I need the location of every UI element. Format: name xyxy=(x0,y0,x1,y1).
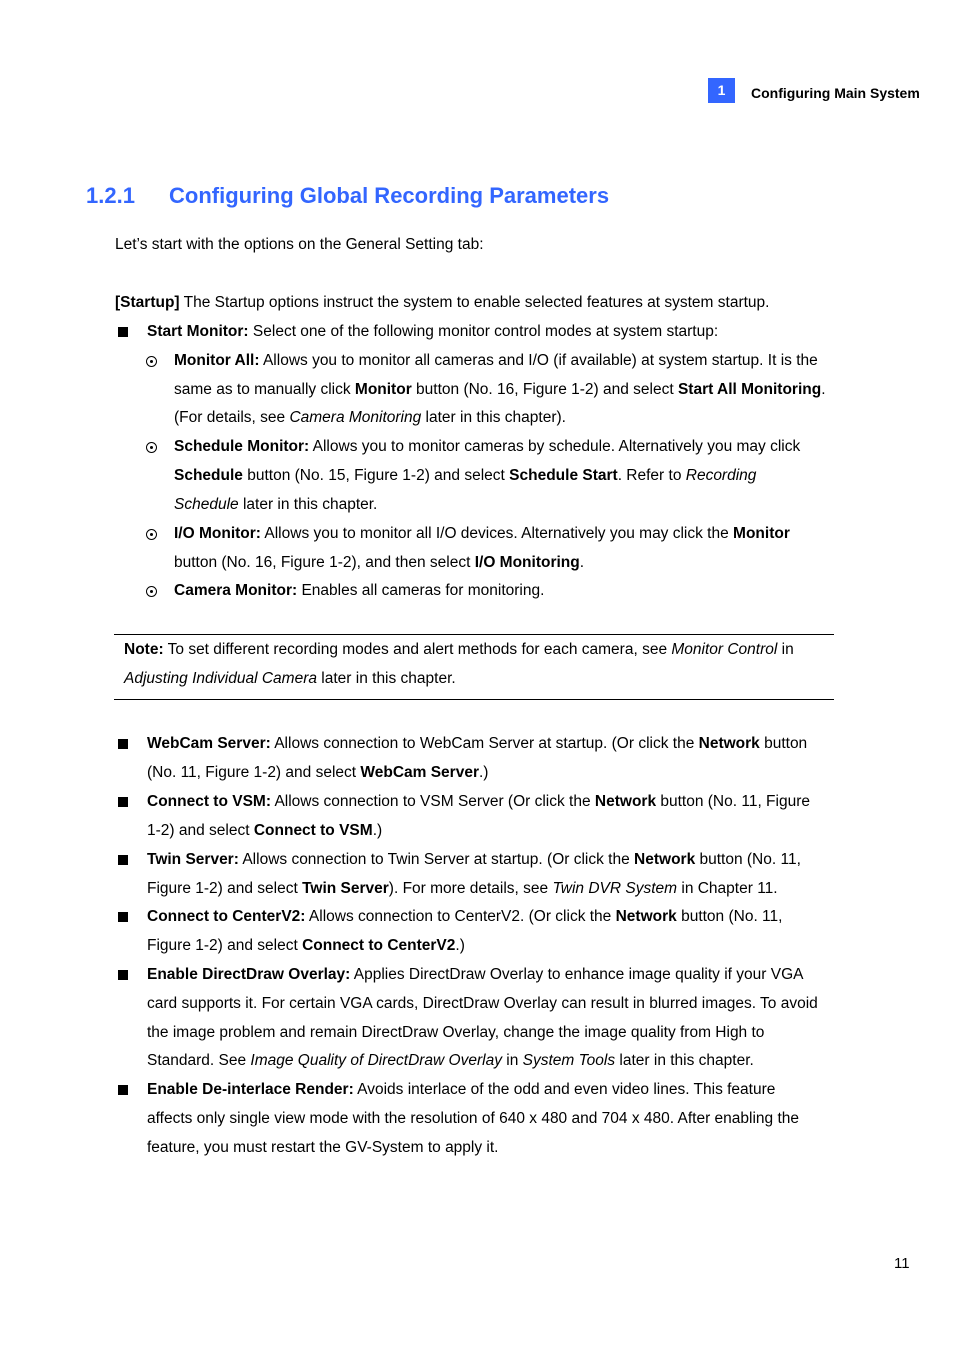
centerv2-label: Connect to CenterV2: xyxy=(147,908,306,925)
startup-label: [Startup] xyxy=(115,294,180,311)
monitor-all-text: Allows you to monitor all cameras and I/O (if available) at system startup. It is the xyxy=(259,352,818,369)
text-span: button (No. 11, xyxy=(695,851,801,868)
text-span: Applies DirectDraw Overlay to enhance image quality if your VGA xyxy=(350,966,804,983)
note-label: Note: xyxy=(124,641,164,658)
start-monitor-label: Start Monitor: xyxy=(147,323,249,340)
webcam-label: WebCam Server: xyxy=(147,735,271,752)
square-bullet-icon xyxy=(118,739,128,749)
italic-span: Camera Monitoring xyxy=(289,409,422,426)
twin-label: Twin Server: xyxy=(147,851,239,868)
vsm-line-2 xyxy=(147,821,382,841)
italic-span: Twin DVR System xyxy=(552,880,678,897)
text-span: Allows connection to VSM Server (Or click the xyxy=(271,793,595,810)
text-span: Figure 1-2) and select xyxy=(147,937,303,954)
chapter-title: Configuring Main System xyxy=(751,85,920,101)
circle-bullet-icon xyxy=(146,529,157,540)
text-span: Allows you to monitor all I/O devices. Alternatively you may click the xyxy=(260,525,734,542)
text-span: ). For more details, see xyxy=(388,880,553,897)
directdraw-label: Enable DirectDraw Overlay: xyxy=(147,966,351,983)
chapter-number-badge: 1 xyxy=(708,78,735,103)
monitor-all-line-1 xyxy=(174,351,818,371)
section-number: 1.2.1 xyxy=(86,183,135,208)
bold-span: Network xyxy=(634,851,696,868)
square-bullet-icon xyxy=(118,1085,128,1095)
directdraw-line-4 xyxy=(147,1051,754,1071)
schedule-monitor-line-3 xyxy=(174,495,377,515)
text-span: . xyxy=(821,381,826,398)
italic-span: Image Quality of DirectDraw Overlay xyxy=(250,1052,502,1069)
text-span: in xyxy=(501,1052,523,1069)
section-title: Configuring Global Recording Parameters xyxy=(169,183,610,208)
bold-span: Monitor xyxy=(733,525,790,542)
text-span: .) xyxy=(455,937,465,954)
page-number: 11 xyxy=(894,1255,910,1272)
bold-span: Schedule Start xyxy=(509,467,618,484)
text-span: . xyxy=(579,554,585,571)
start-monitor-item xyxy=(147,322,718,342)
directdraw-line-1 xyxy=(147,965,803,985)
text-span: later in this chapter). xyxy=(421,409,566,426)
circle-bullet-icon xyxy=(146,586,157,597)
text-span: Allows connection to WebCam Server at startup. (Or click the xyxy=(270,735,699,752)
bold-span: Network xyxy=(594,793,657,810)
text-span: later in this chapter. xyxy=(238,496,378,513)
vsm-line-1 xyxy=(147,792,810,812)
schedule-monitor-label: Schedule Monitor: xyxy=(174,438,310,455)
bold-span: Start All Monitoring xyxy=(677,381,822,398)
text-span: Allows connection to Twin Server at startup. (Or click the xyxy=(238,851,635,868)
start-monitor-text: Select one of the following monitor control modes at system startup: xyxy=(248,323,719,340)
italic-span: Adjusting Individual Camera xyxy=(124,670,317,687)
centerv2-line-2 xyxy=(147,936,465,956)
text-span: .) xyxy=(372,822,383,839)
text-span: in xyxy=(777,641,794,658)
monitor-all-label: Monitor All: xyxy=(174,352,260,369)
circle-bullet-icon xyxy=(146,356,157,367)
webcam-line-2 xyxy=(147,763,488,783)
italic-span: Monitor Control xyxy=(671,641,778,658)
monitor-all-line-2 xyxy=(174,380,826,400)
text-span: Allows you to monitor cameras by schedule. Alternatively you may click xyxy=(309,438,801,455)
deinterlace-line-2: affects only single view mode with the resolution of 640 x 480 and 704 x 480. After enabling the xyxy=(147,1110,799,1127)
bold-span: Network xyxy=(698,735,760,752)
square-bullet-icon xyxy=(118,970,128,980)
deinterlace-label: Enable De-interlace Render: xyxy=(147,1081,354,1098)
bold-span: Schedule xyxy=(174,467,243,484)
bold-span: Monitor xyxy=(354,381,412,398)
square-bullet-icon xyxy=(118,327,128,337)
twin-line-2 xyxy=(147,879,778,899)
text-span: Figure 1-2) and select xyxy=(147,880,303,897)
square-bullet-icon xyxy=(118,797,128,807)
text-span: To set different recording modes and alert methods for each camera, see xyxy=(163,641,672,658)
bold-span: Connect to VSM xyxy=(253,822,373,839)
text-span: button (No. 15, Figure 1-2) and select xyxy=(242,467,510,484)
bold-span: I/O Monitoring xyxy=(474,554,580,571)
square-bullet-icon xyxy=(118,912,128,922)
webcam-line-1 xyxy=(147,734,807,754)
centerv2-line-1 xyxy=(147,907,782,927)
text-span: button xyxy=(759,735,808,752)
text-span: Enables all cameras for monitoring. xyxy=(297,582,545,599)
text-span: . Refer to xyxy=(617,467,686,484)
bold-span: Twin Server xyxy=(302,880,389,897)
schedule-monitor-line-1 xyxy=(174,437,800,457)
startup-text: The Startup options instruct the system to enable selected features at system startup. xyxy=(179,294,770,311)
text-span: (For details, see xyxy=(174,409,290,426)
text-span: button (No. 16, Figure 1-2), and then select xyxy=(174,554,475,571)
text-span: in Chapter 11. xyxy=(677,880,778,897)
deinterlace-line-3: feature, you must restart the GV-System to apply it. xyxy=(147,1139,499,1156)
text-span: 1-2) and select xyxy=(147,822,254,839)
text-span: same as to manually click xyxy=(174,381,355,398)
intro-text: Let’s start with the options on the General Setting tab: xyxy=(115,236,484,253)
square-bullet-icon xyxy=(118,855,128,865)
section-heading xyxy=(86,182,609,210)
bold-span: Connect to CenterV2 xyxy=(302,937,456,954)
twin-line-1 xyxy=(147,850,801,870)
schedule-monitor-line-2 xyxy=(174,466,756,486)
io-monitor-line-1 xyxy=(174,524,790,544)
text-span: later in this chapter. xyxy=(317,670,456,687)
monitor-all-line-3 xyxy=(174,408,566,428)
italic-span: System Tools xyxy=(522,1052,616,1069)
note-line-1 xyxy=(124,640,794,660)
vsm-label: Connect to VSM: xyxy=(147,793,271,810)
circle-bullet-icon xyxy=(146,442,157,453)
io-monitor-label: I/O Monitor: xyxy=(174,525,261,542)
text-span: Allows connection to CenterV2. (Or click the xyxy=(305,908,616,925)
directdraw-line-3: the image problem and remain DirectDraw Overlay, change the image quality from High to xyxy=(147,1024,765,1041)
bold-span: Network xyxy=(615,908,677,925)
directdraw-line-2: card supports it. For certain VGA cards, DirectDraw Overlay can result in blurred images. To avoid xyxy=(147,995,818,1012)
italic-span: Recording xyxy=(685,467,757,484)
text-span: .) xyxy=(478,764,489,781)
deinterlace-line-1 xyxy=(147,1080,775,1100)
italic-span: Schedule xyxy=(174,496,239,513)
text-span: later in this chapter. xyxy=(615,1052,754,1069)
text-span: Avoids interlace of the odd and even video lines. This feature xyxy=(353,1081,776,1098)
text-span: button (No. 11, Figure xyxy=(656,793,810,810)
camera-monitor-item xyxy=(174,581,544,601)
bold-span: WebCam Server xyxy=(360,764,479,781)
camera-monitor-label: Camera Monitor: xyxy=(174,582,298,599)
note-line-2 xyxy=(124,669,456,689)
startup-paragraph xyxy=(115,293,769,313)
io-monitor-line-2 xyxy=(174,553,584,573)
text-span: (No. 11, Figure 1-2) and select xyxy=(147,764,361,781)
text-span: Standard. See xyxy=(147,1052,251,1069)
text-span: button (No. 16, Figure 1-2) and select xyxy=(411,381,678,398)
text-span: button (No. 11, xyxy=(676,908,783,925)
